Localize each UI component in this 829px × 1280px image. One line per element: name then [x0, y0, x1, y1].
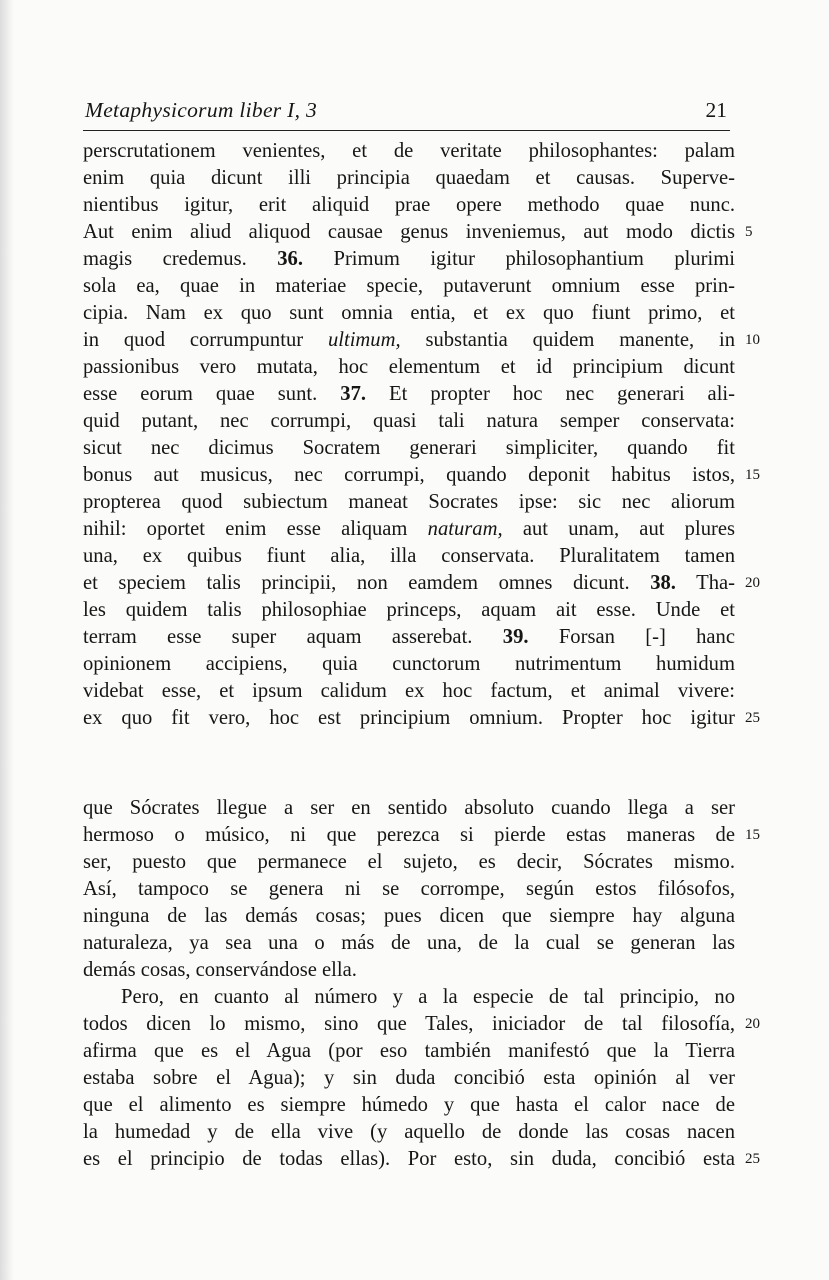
line-number: 25 [745, 710, 760, 726]
text-line: sola ea, quae in materiae specie, putaverunt omnium esse prin- [83, 275, 735, 297]
text-line: ex quo fit vero, hoc est principium omnium. Propter hoc igitur 25 [83, 705, 735, 732]
text-line: magis credemus. 36. Primum igitur philosophantium plurimi [83, 248, 735, 270]
text-line: enim quia dicunt illi principia quaedam et causas. Superve- [83, 167, 735, 189]
text-line: hermoso o músico, ni que perezca si pierde estas maneras de 15 [83, 822, 735, 849]
text-line: terram esse super aquam asserebat. 39. Forsan [-] hanc [83, 626, 735, 648]
text-line: todos dicen lo mismo, sino que Tales, iniciador de tal filosofía, 20 [83, 1011, 735, 1038]
section-number: 37. [340, 383, 367, 405]
text-line: Aut enim aliud aliquod causae genus inveniemus, aut modo dictis 5 [83, 219, 735, 246]
text-line: perscrutationem venientes, et de veritate philosophantes: palam [83, 140, 735, 162]
text-line: afirma que es el Agua (por eso también manifestó que la Tierra [83, 1040, 735, 1062]
text-line: nihil: oportet enim esse aliquam naturam, aut unam, aut plures [83, 518, 736, 540]
text-line: esse eorum quae sunt. 37. Et propter hoc nec generari ali- [83, 383, 735, 405]
text-line: estaba sobre el Agua); y sin duda concibió esta opinión al ver [83, 1067, 735, 1089]
text-line: Así, tampoco se genera ni se corrompe, según estos filósofos, [83, 878, 735, 900]
text-line: in quod corrumpuntur ultimum, substantia quidem manente, in 10 [83, 327, 735, 354]
line-number: 10 [745, 332, 760, 348]
line-number: 15 [745, 827, 760, 843]
text-line: naturaleza, ya sea una o más de una, de la cual se generan las [83, 932, 735, 954]
line-number: 5 [745, 224, 753, 240]
section-number: 39. [502, 626, 529, 648]
text-line: ninguna de las demás cosas; pues dicen que siempre hay alguna [83, 905, 735, 927]
text-line: et speciem talis principii, non eamdem omnes dicunt. 38. Tha- 20 [83, 570, 735, 597]
text-line: les quidem talis philosophiae princeps, aquam ait esse. Unde et [83, 599, 735, 621]
running-title: Metaphysicorum liber I, 3 [85, 98, 318, 122]
text-line: que Sócrates llegue a ser en sentido absoluto cuando llega a ser [83, 797, 735, 819]
text-line: es el principio de todas ellas). Por esto, sin duda, concibió esta 25 [83, 1146, 735, 1173]
text-line: propterea quod subiectum maneat Socrates ipse: sic nec aliorum [83, 491, 735, 513]
italic-term: naturam, [427, 518, 503, 540]
text-line: que el alimento es siempre húmedo y que hasta el calor nace de [83, 1094, 735, 1116]
text-line: ser, puesto que permanece el sujeto, es decir, Sócrates mismo. [83, 851, 735, 873]
text-line: opinionem accipiens, quia cunctorum nutrimentum humidum [83, 653, 735, 675]
line-number: 20 [745, 1016, 760, 1032]
text-line: demás cosas, conservándose ella. [83, 959, 357, 981]
page-edge-shadow [0, 0, 14, 1280]
section-number: 36. [277, 248, 303, 270]
line-number: 25 [745, 1151, 760, 1167]
text-line: una, ex quibus fiunt alia, illa conservata. Pluralitatem tamen [83, 545, 735, 567]
spanish-text-block [83, 795, 760, 1173]
text-line: quid putant, nec corrumpi, quasi tali natura semper conservata: [83, 410, 735, 432]
section-number: 38. [650, 572, 676, 594]
text-line: nientibus igitur, erit aliquid prae opere methodo quae nunc. [83, 194, 735, 216]
text-line: passionibus vero mutata, hoc elementum et id principium dicunt [83, 356, 735, 378]
text-line: Pero, en cuanto al número y a la especie de tal principio, no [121, 986, 735, 1008]
latin-text-block [83, 138, 760, 732]
text-line: sicut nec dicimus Socratem generari simpliciter, quando fit [83, 437, 735, 459]
running-header [83, 98, 730, 131]
text-line: bonus aut musicus, nec corrumpi, quando deponit habitus istos, 15 [83, 462, 735, 489]
text-line: videbat esse, et ipsum calidum ex hoc factum, et animal vivere: [83, 680, 735, 702]
line-number: 20 [745, 575, 760, 591]
text-line: la humedad y de ella vive (y aquello de donde las cosas nacen [83, 1121, 735, 1143]
line-number: 15 [745, 467, 760, 483]
text-line: cipia. Nam ex quo sunt omnia entia, et ex quo fiunt primo, et [83, 302, 735, 324]
page-number: 21 [705, 98, 727, 122]
italic-term: ultimum, [327, 329, 401, 351]
